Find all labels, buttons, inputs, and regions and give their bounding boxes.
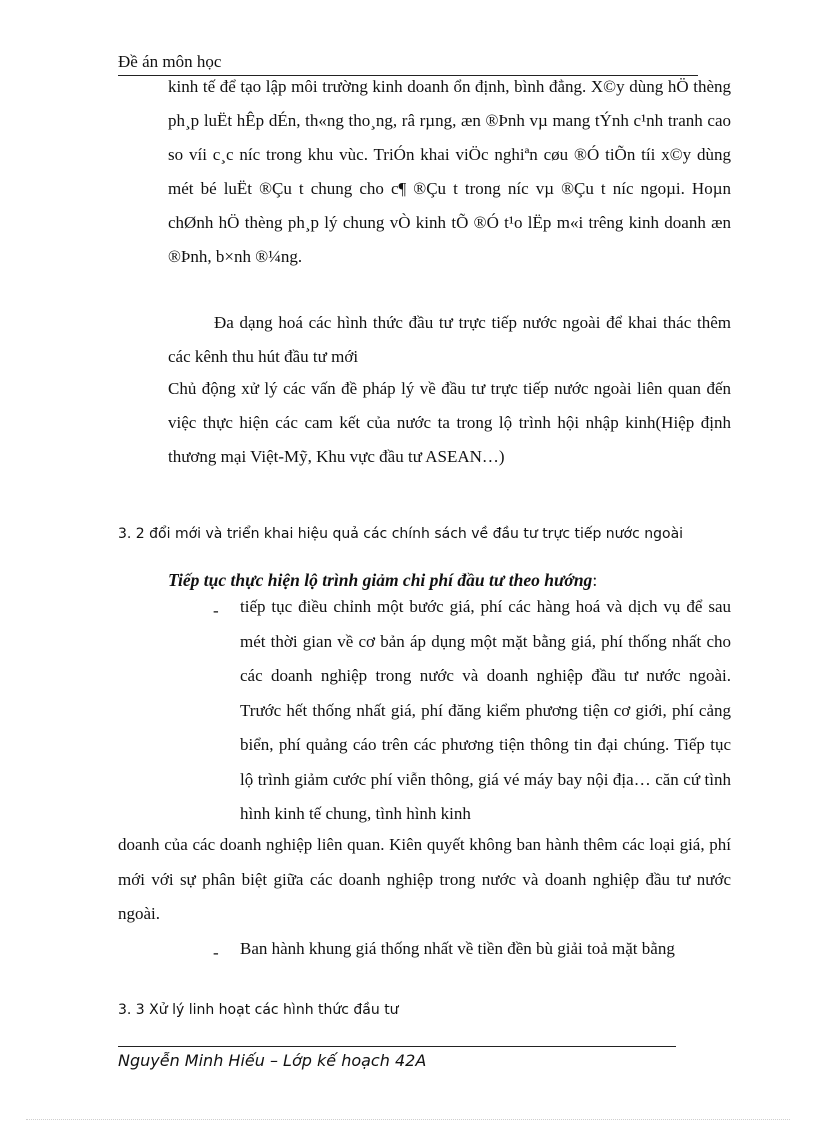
- paragraph-legacy-encoding: kinh tế để tạo lập môi trường kinh doanh ổn định, bình đẳng. X©y dùng hÖ thèng ph¸p luËt hÊp dÉn, th«ng tho¸ng, râ rµng, æn ®Þnh vµ mang tÝnh c¹nh tranh cao so víi c¸c níc trong khu vùc. TriÓn khai viÖc nghiªn cøu ®Ó tiÕn tíi x©y dùng mét bé luËt ®Çu t chung cho c¶ ®Çu t trong níc vµ ®Çu t níc ngoµi. Hoµn chØnh hÖ thèng ph¸p lý chung vÒ kinh tÕ ®Ó t¹o lËp m«i trêng kinh doanh æn ®Þnh, b×nh ®¼ng.: [168, 77, 731, 266]
- subheading-text: Tiếp tục thực hiện lộ trình giảm chi phí đầu tư theo hướng: [168, 570, 593, 590]
- bullet-item-2: Ban hành khung giá thống nhất về tiền đền bù giải toả mặt bằng: [240, 939, 675, 958]
- bullet-marker: -: [213, 943, 219, 962]
- section-3-2-subheading: [168, 570, 597, 591]
- bullet-item-1-continuation: doanh của các doanh nghiệp liên quan. Kiên quyết không ban hành thêm các loại giá, phí mới với sự phân biệt giữa các doanh nghiệp trong nước và doanh nghiệp đầu tư nước ngoài.: [118, 835, 731, 923]
- paragraph-diversify: Đa dạng hoá các hình thức đầu tư trực tiếp nước ngoài để khai thác thêm các kênh thu hút đầu tư mới: [168, 313, 731, 366]
- footer-rule: [118, 1046, 676, 1047]
- footer-author: Nguyễn Minh Hiếu – Lớp kế hoạch 42A: [118, 1051, 427, 1070]
- page-edge-divider: [26, 1119, 790, 1120]
- bullet-marker: -: [213, 601, 219, 620]
- paragraph-proactive: Chủ động xử lý các vấn đề pháp lý về đầu tư trực tiếp nước ngoài liên quan đến việc thực hiện các cam kết của nước ta trong lộ trình hội nhập kinh(Hiệp định thương mại Việt-Mỹ, Khu vực đầu tư ASEAN…): [168, 379, 731, 466]
- bullet-item-1: tiếp tục điều chỉnh một bước giá, phí các hàng hoá và dịch vụ để sau mét thời gian về cơ bản áp dụng một mặt bằng giá, phí thống nhất cho các doanh nghiệp trong nước và doanh nghiệp đầu tư nước ngoài. Trước hết thống nhất giá, phí đăng kiểm phương tiện cơ giới, phí cảng biển, phí quảng cáo trên các phương tiện thông tin đại chúng. Tiếp tục lộ trình giảm cước phí viễn thông, giá vé máy bay nội địa… căn cứ tình hình kinh tế chung, tình hình kinh: [240, 597, 731, 823]
- subheading-colon: :: [592, 570, 598, 590]
- header-title: Đề án môn học: [118, 52, 222, 71]
- section-3-2-heading: 3. 2 đổi mới và triển khai hiệu quả các chính sách về đầu tư trực tiếp nước ngoài: [118, 526, 684, 542]
- section-3-3-heading: 3. 3 Xử lý linh hoạt các hình thức đầu tư: [118, 1002, 399, 1018]
